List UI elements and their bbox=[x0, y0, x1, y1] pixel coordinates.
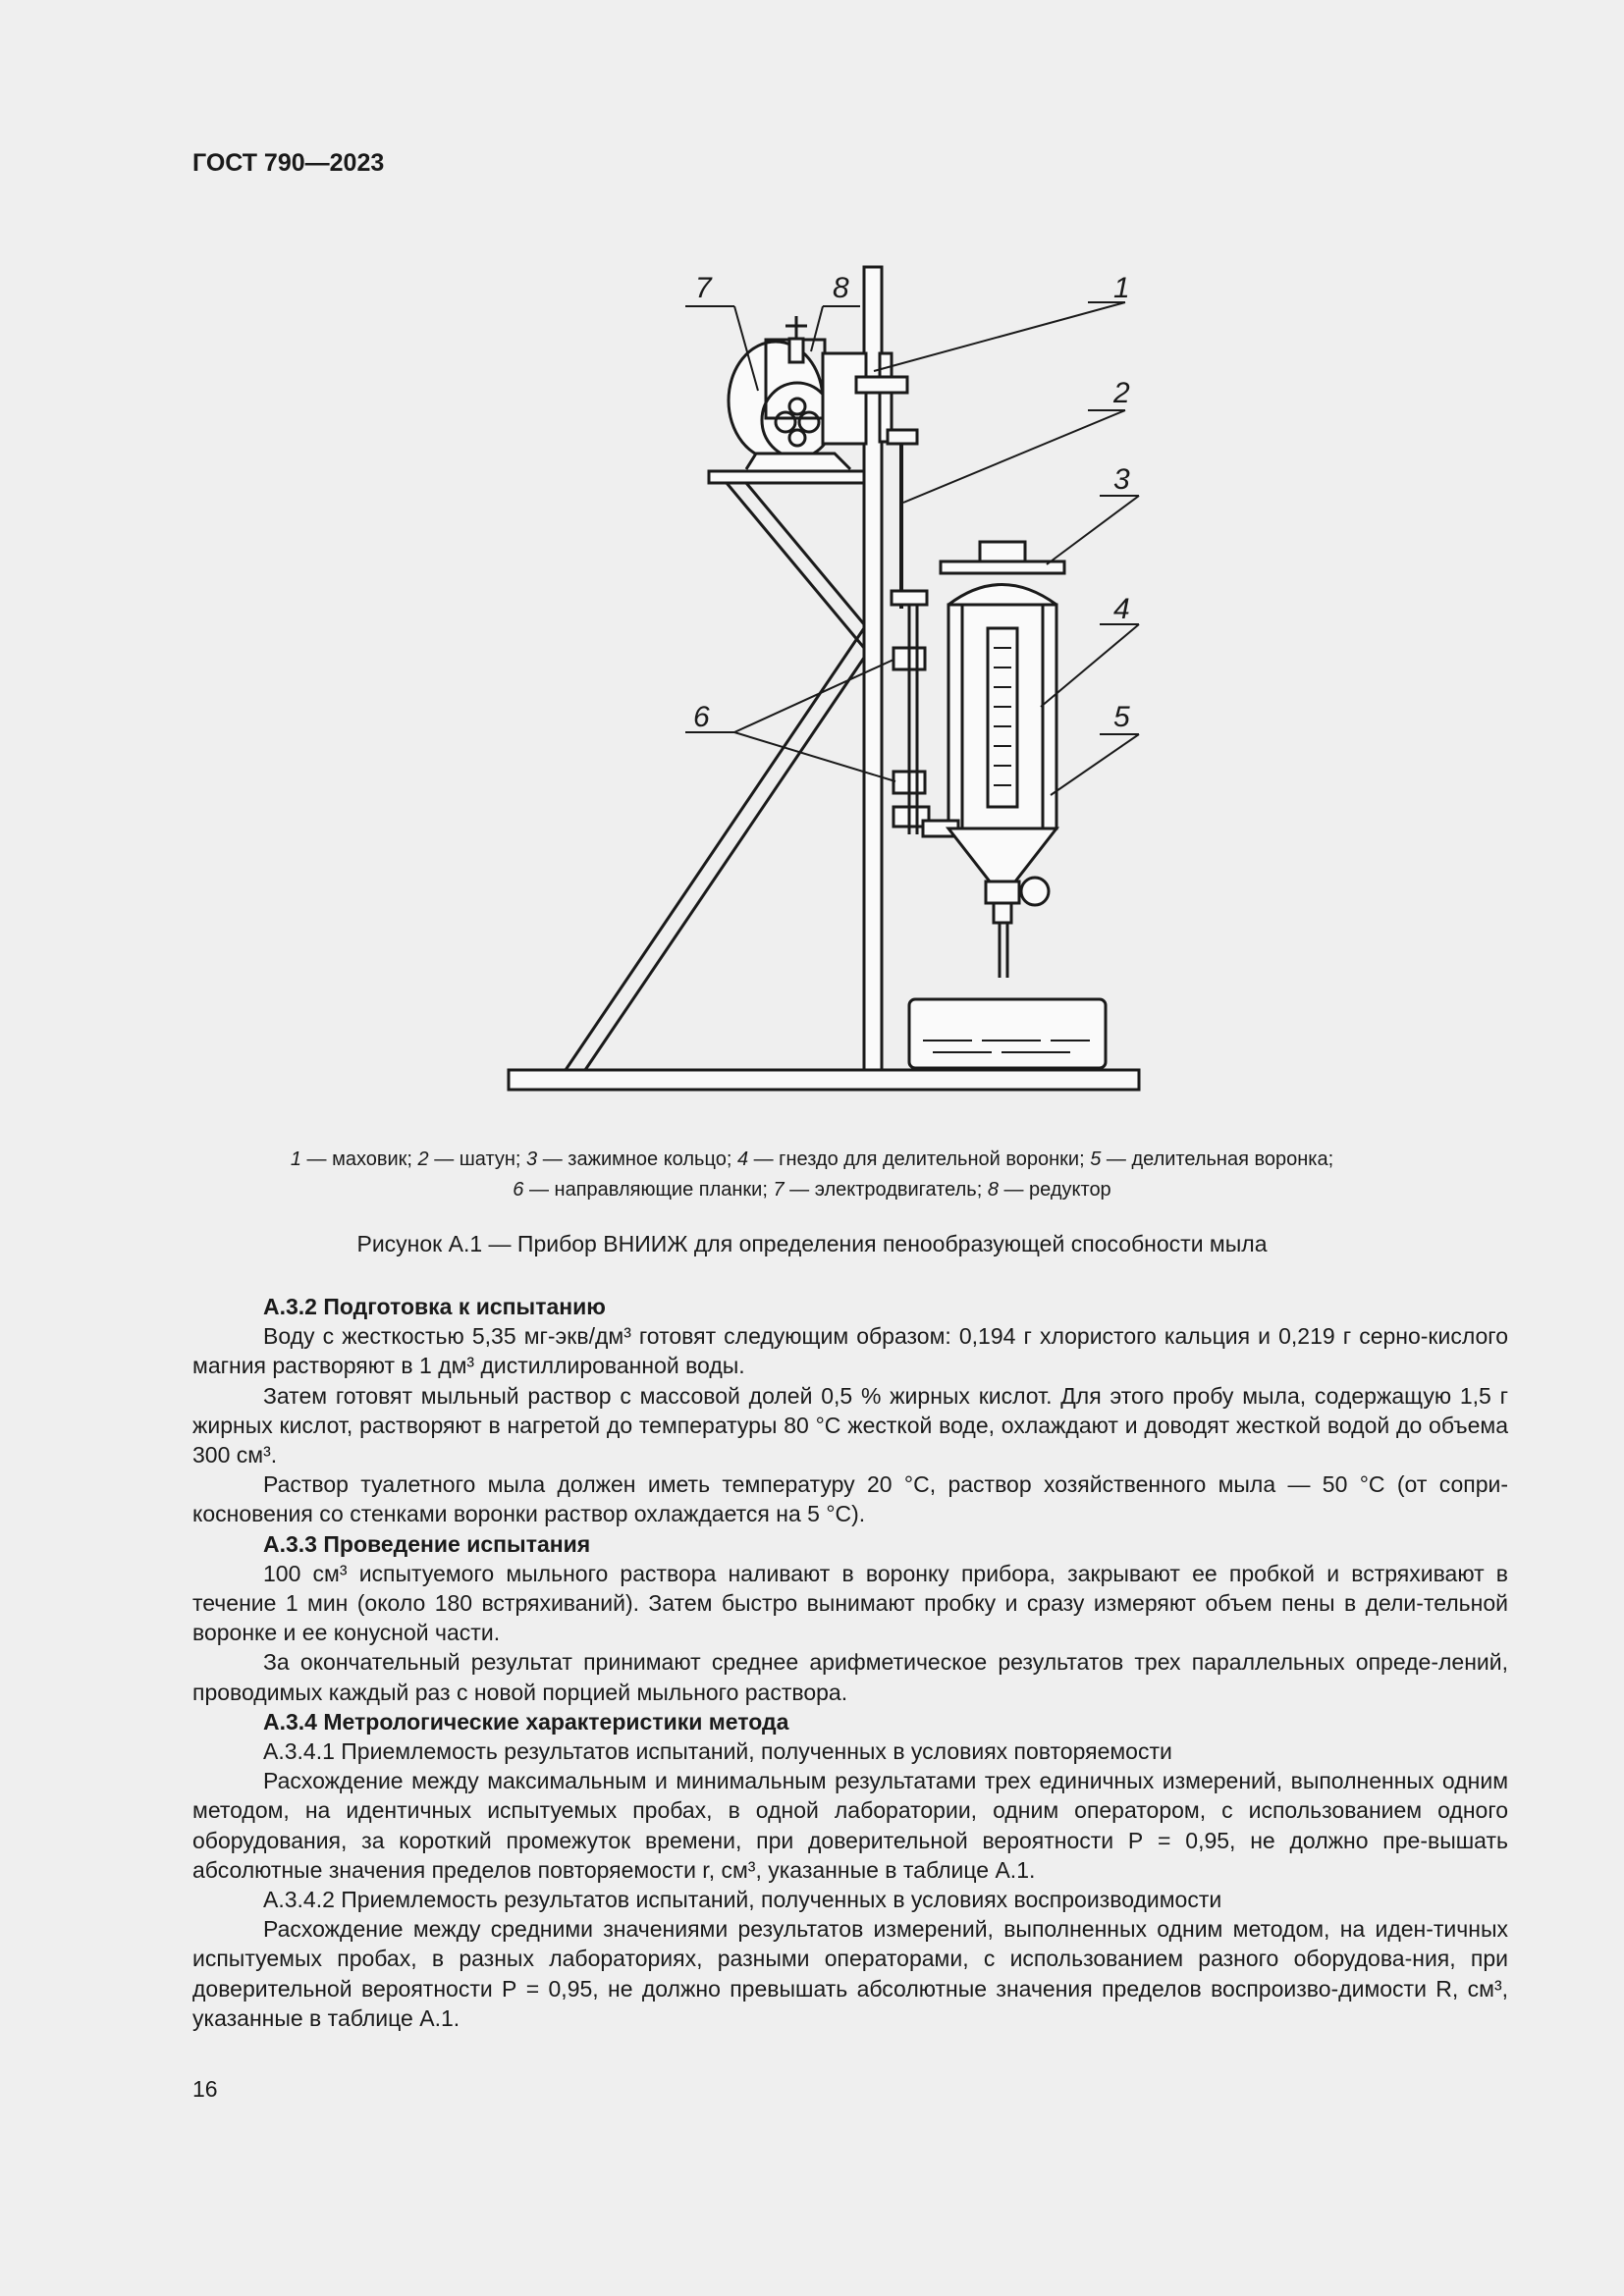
label-2: 2 bbox=[1113, 377, 1130, 409]
page-number: 16 bbox=[192, 2076, 218, 2102]
legend-num: 8 bbox=[987, 1179, 999, 1201]
legend-line-1 bbox=[177, 1145, 1447, 1175]
legend-line-2 bbox=[177, 1175, 1447, 1205]
legend-num: 2 bbox=[417, 1148, 429, 1170]
legend-num: 7 bbox=[773, 1179, 785, 1201]
legend-num: 5 bbox=[1090, 1148, 1102, 1170]
label-7: 7 bbox=[695, 272, 712, 304]
label-1: 1 bbox=[1113, 272, 1130, 304]
paragraph: Раствор туалетного мыла должен иметь температуру 20 °С, раствор хозяйственного мыла — 50 °С (от сопри-косновения со стенками воронки раствор охлаждается на 5 °С). bbox=[192, 1471, 1508, 1527]
legend-text: — маховик; bbox=[300, 1148, 418, 1170]
body-text bbox=[192, 1292, 1508, 2033]
legend-num: 6 bbox=[513, 1179, 524, 1201]
legend-text: — зажимное кольцо; bbox=[537, 1148, 737, 1170]
figure-legend bbox=[177, 1145, 1447, 1205]
legend-num: 1 bbox=[290, 1148, 301, 1170]
label-4: 4 bbox=[1113, 593, 1130, 625]
section-heading-a33: А.3.3 Проведение испытания bbox=[263, 1530, 591, 1557]
paragraph: Затем готовят мыльный раствор с массовой долей 0,5 % жирных кислот. Для этого пробу мыла, содержащую 1,5 г жирных кислот, растворяют в нагретой до температуры 80 °С жесткой воде, охлаждают и доводят жесткой водой до объема 300 см³. bbox=[192, 1382, 1508, 1468]
gearbox bbox=[823, 353, 866, 444]
apparatus-figure bbox=[491, 250, 1178, 1114]
document-header: ГОСТ 790—2023 bbox=[192, 149, 385, 177]
paragraph: А.3.4.1 Приемлемость результатов испытаний, полученных в условиях повторяемости bbox=[263, 1738, 1172, 1765]
legend-num: 3 bbox=[526, 1148, 538, 1170]
paragraph: Воду с жесткостью 5,35 мг-экв/дм³ готовят следующим образом: 0,194 г хлористого кальция и 0,219 г серно-кислого магния растворяют в 1 дм³ дистиллированной воды. bbox=[192, 1323, 1508, 1379]
legend-text: — делительная воронка; bbox=[1101, 1148, 1334, 1170]
label-5: 5 bbox=[1113, 701, 1130, 733]
paragraph: Расхождение между максимальным и минимальным результатами трех единичных измерений, выполненных одним методом, на идентичных испытуемых пробах, в одной лаборатории, одним оператором, с использованием одного оборудования, за короткий промежуток времени, при доверительной вероятности Р = 0,95, не должно пре-вышать абсолютные значения пределов повторяемости r, см³, указанные в таблице А.1. bbox=[192, 1768, 1508, 1883]
legend-text: — направляющие планки; bbox=[523, 1179, 774, 1201]
section-heading-a34: А.3.4 Метрологические характеристики метода bbox=[263, 1708, 789, 1735]
clamp-ring bbox=[941, 561, 1064, 573]
legend-text: — шатун; bbox=[428, 1148, 527, 1170]
collecting-dish bbox=[909, 999, 1106, 1068]
label-8: 8 bbox=[833, 272, 849, 304]
paragraph: Расхождение между средними значениями результатов измерений, выполненных одним методом, на иден-тичных испытуемых пробах, в разных лабораториях, разными операторами, с использованием разного оборудова-ния, при доверительной вероятности Р = 0,95, не должно превышать абсолютные значения пределов воспроизво-димости R, см³, указанные в таблице А.1. bbox=[192, 1916, 1508, 2031]
figure-caption: Рисунок А.1 — Прибор ВНИИЖ для определения пенообразующей способности мыла bbox=[356, 1231, 1268, 1256]
separating-funnel bbox=[948, 605, 1056, 828]
legend-text: — редуктор bbox=[998, 1179, 1111, 1201]
paragraph: За окончательный результат принимают среднее арифметическое результатов трех параллельных опреде-лений, проводимых каждый раз с новой порцией мыльного раствора. bbox=[192, 1649, 1508, 1705]
section-heading-a32: А.3.2 Подготовка к испытанию bbox=[263, 1294, 606, 1319]
paragraph: А.3.4.2 Приемлемость результатов испытаний, полученных в условиях воспроизводимости bbox=[263, 1887, 1222, 1913]
legend-text: — гнездо для делительной воронки; bbox=[748, 1148, 1091, 1170]
label-3: 3 bbox=[1113, 463, 1130, 496]
base-plate bbox=[509, 1070, 1139, 1090]
legend-num: 4 bbox=[736, 1148, 749, 1170]
label-6: 6 bbox=[693, 701, 710, 733]
legend-text: — электродвигатель; bbox=[784, 1179, 988, 1201]
paragraph: 100 см³ испытуемого мыльного раствора наливают в воронку прибора, закрывают ее пробкой и встряхивают в течение 1 мин (около 180 встряхиваний). Затем быстро вынимают пробку и сразу измеряют объем пены в дели-тельной воронке и ее конусной части. bbox=[192, 1560, 1508, 1646]
